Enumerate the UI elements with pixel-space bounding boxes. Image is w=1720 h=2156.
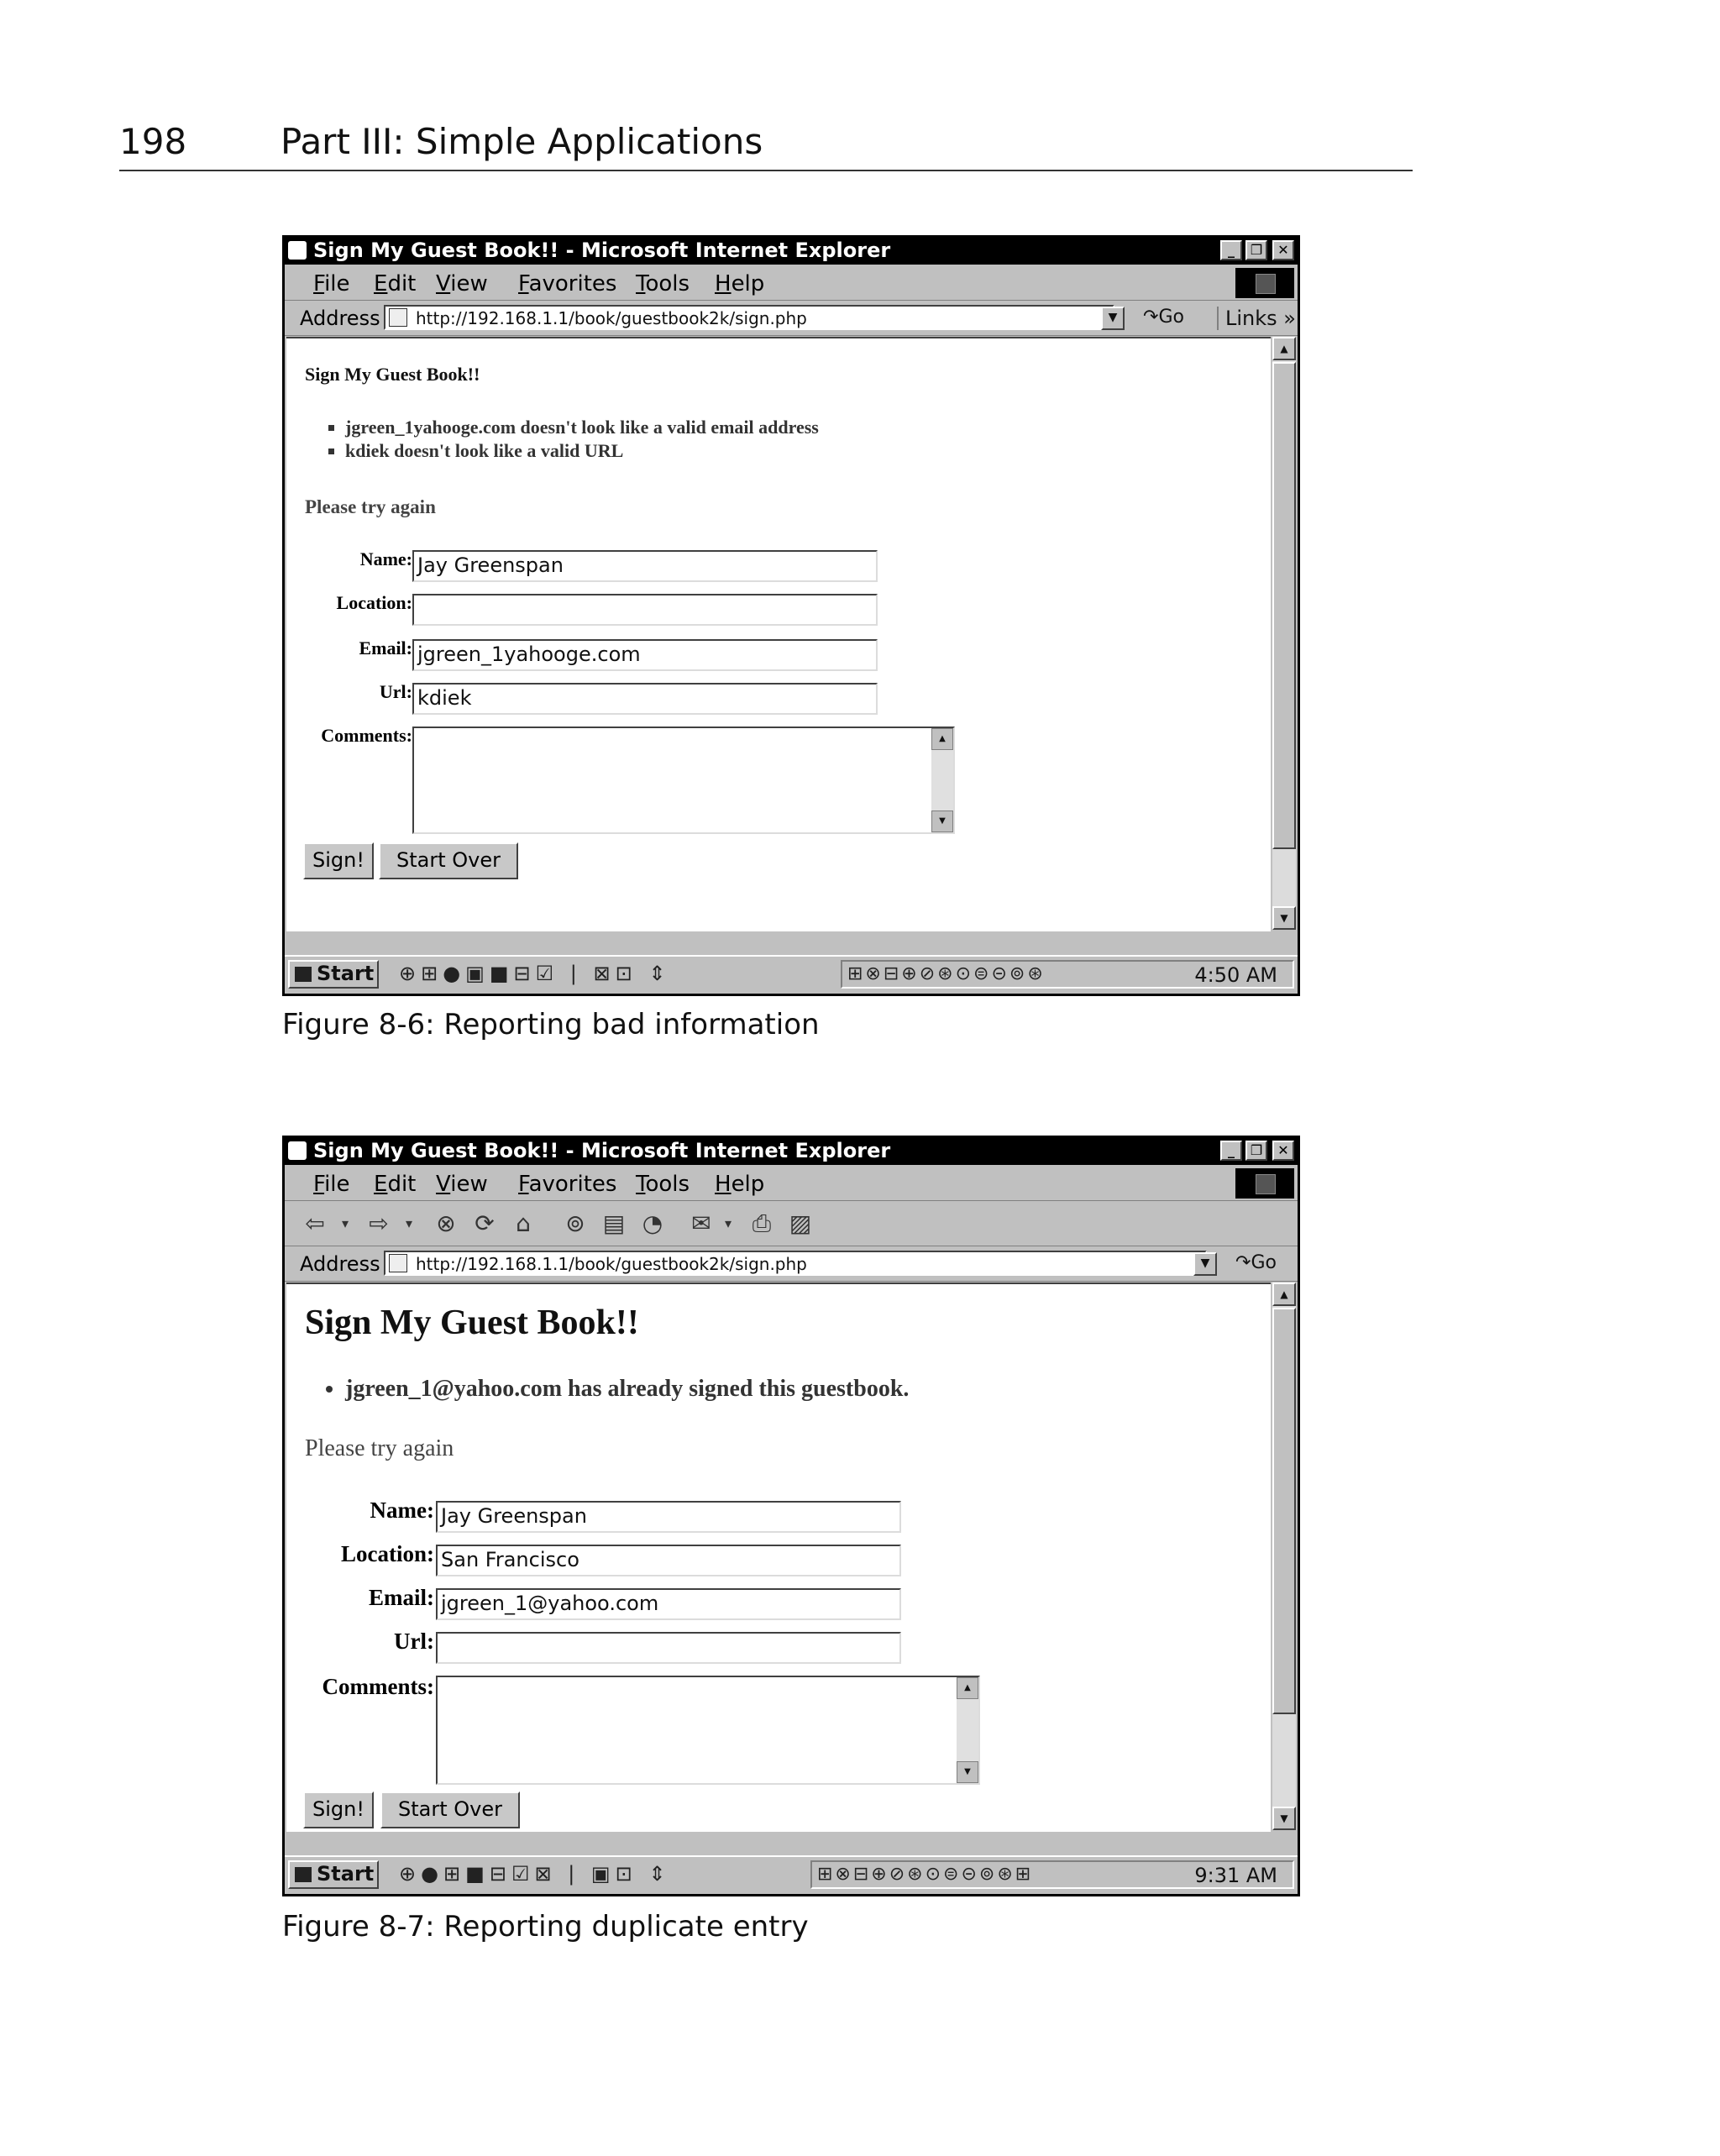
windows-logo-icon [1235, 268, 1294, 298]
edit-icon[interactable]: ▨ [789, 1209, 812, 1237]
chevron-down-icon[interactable]: ▾ [405, 1215, 413, 1231]
menu-favorites[interactable]: Favorites [518, 271, 617, 296]
maximize-icon[interactable]: ❐ [1245, 1141, 1267, 1161]
menu-view[interactable]: View [436, 271, 488, 296]
browser-window [282, 1136, 1300, 1896]
sign-button[interactable]: Sign! [303, 1791, 374, 1828]
start-over-button[interactable]: Start Over [380, 1791, 520, 1828]
error-item: ▪ kdiek doesn't look like a valid URL [345, 439, 819, 463]
browser-window [282, 235, 1300, 996]
windows-logo-icon [1235, 1168, 1294, 1199]
menu-help[interactable]: Help [715, 271, 765, 296]
scroll-up-icon[interactable]: ▲ [1272, 1283, 1296, 1306]
menu-tools[interactable]: Tools [636, 271, 690, 296]
menu-bar [285, 1167, 1298, 1201]
page-heading: Sign My Guest Book!! [305, 364, 480, 385]
menu-edit[interactable]: Edit [374, 271, 417, 296]
email-label: Email: [359, 637, 412, 658]
menu-file[interactable]: File [313, 1172, 350, 1197]
page-scrollbar[interactable] [1272, 337, 1296, 930]
mail-icon[interactable]: ✉ [691, 1209, 711, 1237]
history-icon[interactable]: ◔ [642, 1209, 663, 1237]
scroll-down-icon[interactable]: ▼ [1272, 1807, 1296, 1830]
taskbar [285, 1855, 1298, 1894]
stop-icon[interactable]: ⊗ [436, 1209, 456, 1237]
address-bar [285, 1247, 1298, 1282]
name-label: Name: [370, 1498, 434, 1523]
maximize-icon[interactable]: ❐ [1245, 240, 1267, 260]
page-icon [389, 1254, 407, 1272]
scroll-up-icon[interactable]: ▲ [1272, 337, 1296, 360]
textarea-scrollbar[interactable] [957, 1677, 978, 1783]
comments-textarea[interactable] [436, 1676, 980, 1785]
chevron-down-icon[interactable]: ▾ [724, 1215, 732, 1231]
menu-edit[interactable]: Edit [374, 1172, 417, 1197]
print-icon[interactable]: ⎙ [752, 1209, 772, 1237]
close-icon[interactable]: ✕ [1272, 1141, 1294, 1161]
toolbar [285, 1202, 1298, 1246]
error-list [345, 416, 819, 463]
title-bar [285, 1138, 1298, 1165]
start-label: Start [317, 962, 375, 985]
scroll-thumb[interactable] [1272, 362, 1296, 849]
comments-label: Comments: [321, 725, 412, 746]
menu-tools[interactable]: Tools [636, 1172, 690, 1197]
running-title: Part III: Simple Applications [281, 121, 763, 162]
scroll-down-icon[interactable]: ▼ [957, 1761, 978, 1783]
go-label: Go [1251, 1252, 1277, 1273]
minimize-icon[interactable]: _ [1220, 240, 1242, 260]
taskbar [285, 955, 1298, 994]
scroll-down-icon[interactable]: ▼ [1272, 906, 1296, 930]
figure-caption: Figure 8-7: Reporting duplicate entry [282, 1910, 809, 1944]
address-input[interactable] [384, 1251, 1207, 1276]
close-icon[interactable]: ✕ [1272, 240, 1294, 260]
email-field[interactable]: jgreen_1yahooge.com [412, 639, 878, 671]
menu-bar [285, 266, 1298, 301]
search-icon[interactable]: ⊚ [565, 1209, 585, 1237]
location-label: Location: [341, 1541, 434, 1566]
menu-file[interactable]: File [313, 271, 350, 296]
address-label: Address [300, 1252, 380, 1276]
address-url: http://192.168.1.1/book/guestbook2k/sign.php [416, 308, 807, 328]
figure-8-7-screenshot [282, 1136, 1300, 1896]
url-field[interactable] [436, 1632, 901, 1664]
error-list [345, 1375, 909, 1403]
quick-launch-icons[interactable]: ⊕⊞●▣■⊟☑ | ⊠⊡ ⇕ [399, 962, 671, 985]
back-icon[interactable]: ⇦ [305, 1209, 325, 1237]
chevron-down-icon[interactable]: ▾ [341, 1215, 349, 1231]
page-header [119, 118, 1413, 171]
menu-view[interactable]: View [436, 1172, 488, 1197]
windows-flag-icon [295, 967, 312, 982]
window-title: Sign My Guest Book!! - Microsoft Internet Explorer [313, 239, 891, 262]
address-label: Address [300, 307, 380, 330]
title-bar [285, 238, 1298, 265]
page-number: 198 [119, 121, 187, 162]
chevron-down-icon[interactable]: ▼ [1101, 307, 1125, 330]
page-content [286, 337, 1271, 931]
scroll-up-icon[interactable]: ▲ [931, 728, 953, 750]
name-label: Name: [359, 548, 412, 569]
page-scrollbar[interactable] [1272, 1283, 1296, 1830]
start-over-button[interactable]: Start Over [379, 842, 518, 879]
page-icon [389, 308, 407, 327]
quick-launch-icons[interactable]: ⊕●⊞■⊟☑⊠ | ▣⊡ ⇕ [399, 1862, 671, 1886]
page-content [286, 1283, 1271, 1832]
clock: 9:31 AM [1194, 1864, 1277, 1887]
go-label: Go [1158, 307, 1184, 328]
error-item: • jgreen_1@yahoo.com has already signed this guestbook. [345, 1375, 909, 1403]
links-label: Links [1225, 307, 1277, 330]
retry-message: Please try again [305, 496, 436, 517]
page-heading: Sign My Guest Book!! [305, 1304, 639, 1342]
address-url: http://192.168.1.1/book/guestbook2k/sign.php [416, 1254, 807, 1274]
email-field[interactable]: jgreen_1@yahoo.com [436, 1588, 901, 1620]
url-label: Url: [394, 1629, 434, 1654]
url-field[interactable]: kdiek [412, 683, 878, 715]
retry-message: Please try again [305, 1435, 454, 1461]
menu-favorites[interactable]: Favorites [518, 1172, 617, 1197]
windows-flag-icon [295, 1867, 312, 1882]
links-button[interactable]: Links » [1217, 307, 1296, 330]
menu-help[interactable]: Help [715, 1172, 765, 1197]
name-field[interactable]: Jay Greenspan [412, 550, 878, 582]
ie-icon [288, 1141, 307, 1160]
scroll-down-icon[interactable]: ▼ [931, 810, 953, 832]
system-tray [810, 1860, 1294, 1889]
comments-textarea[interactable] [412, 727, 955, 834]
go-button[interactable]: ↷Go [1143, 307, 1184, 328]
address-bar [285, 302, 1298, 336]
scroll-thumb[interactable] [1272, 1308, 1296, 1714]
favorites-icon[interactable]: ▤ [602, 1209, 626, 1237]
start-button[interactable] [288, 960, 379, 989]
address-input[interactable] [384, 305, 1114, 330]
textarea-scrollbar[interactable] [931, 728, 953, 832]
error-item: ▪ jgreen_1yahooge.com doesn't look like a valid email address [345, 416, 819, 439]
start-button[interactable] [288, 1860, 379, 1889]
location-field[interactable]: San Francisco [436, 1545, 901, 1576]
tray-icons[interactable]: ⊞⊗⊟⊕⊘⊛⊙⊜⊝⊚⊛⊞ [817, 1864, 1034, 1885]
scroll-up-icon[interactable]: ▲ [957, 1677, 978, 1699]
comments-label: Comments: [322, 1674, 434, 1699]
system-tray [841, 960, 1294, 989]
ie-icon [288, 241, 307, 260]
minimize-icon[interactable]: _ [1220, 1141, 1242, 1161]
sign-button[interactable]: Sign! [303, 842, 374, 879]
chevron-down-icon[interactable]: ▼ [1193, 1252, 1217, 1276]
home-icon[interactable]: ⌂ [516, 1209, 531, 1237]
figure-8-6-screenshot [282, 235, 1300, 996]
tray-icons[interactable]: ⊞⊗⊟⊕⊘⊛⊙⊜⊝⊚⊛ [847, 963, 1046, 984]
location-label: Location: [336, 592, 412, 613]
email-label: Email: [369, 1585, 434, 1610]
name-field[interactable]: Jay Greenspan [436, 1501, 901, 1533]
forward-icon[interactable]: ⇨ [369, 1209, 389, 1237]
window-title: Sign My Guest Book!! - Microsoft Internet Explorer [313, 1139, 891, 1162]
go-button[interactable]: ↷Go [1235, 1252, 1277, 1273]
start-label: Start [317, 1862, 375, 1886]
clock: 4:50 AM [1194, 963, 1277, 987]
figure-caption: Figure 8-6: Reporting bad information [282, 1008, 820, 1041]
location-field[interactable] [412, 594, 878, 626]
url-label: Url: [379, 681, 412, 702]
refresh-icon[interactable]: ⟳ [475, 1209, 495, 1237]
